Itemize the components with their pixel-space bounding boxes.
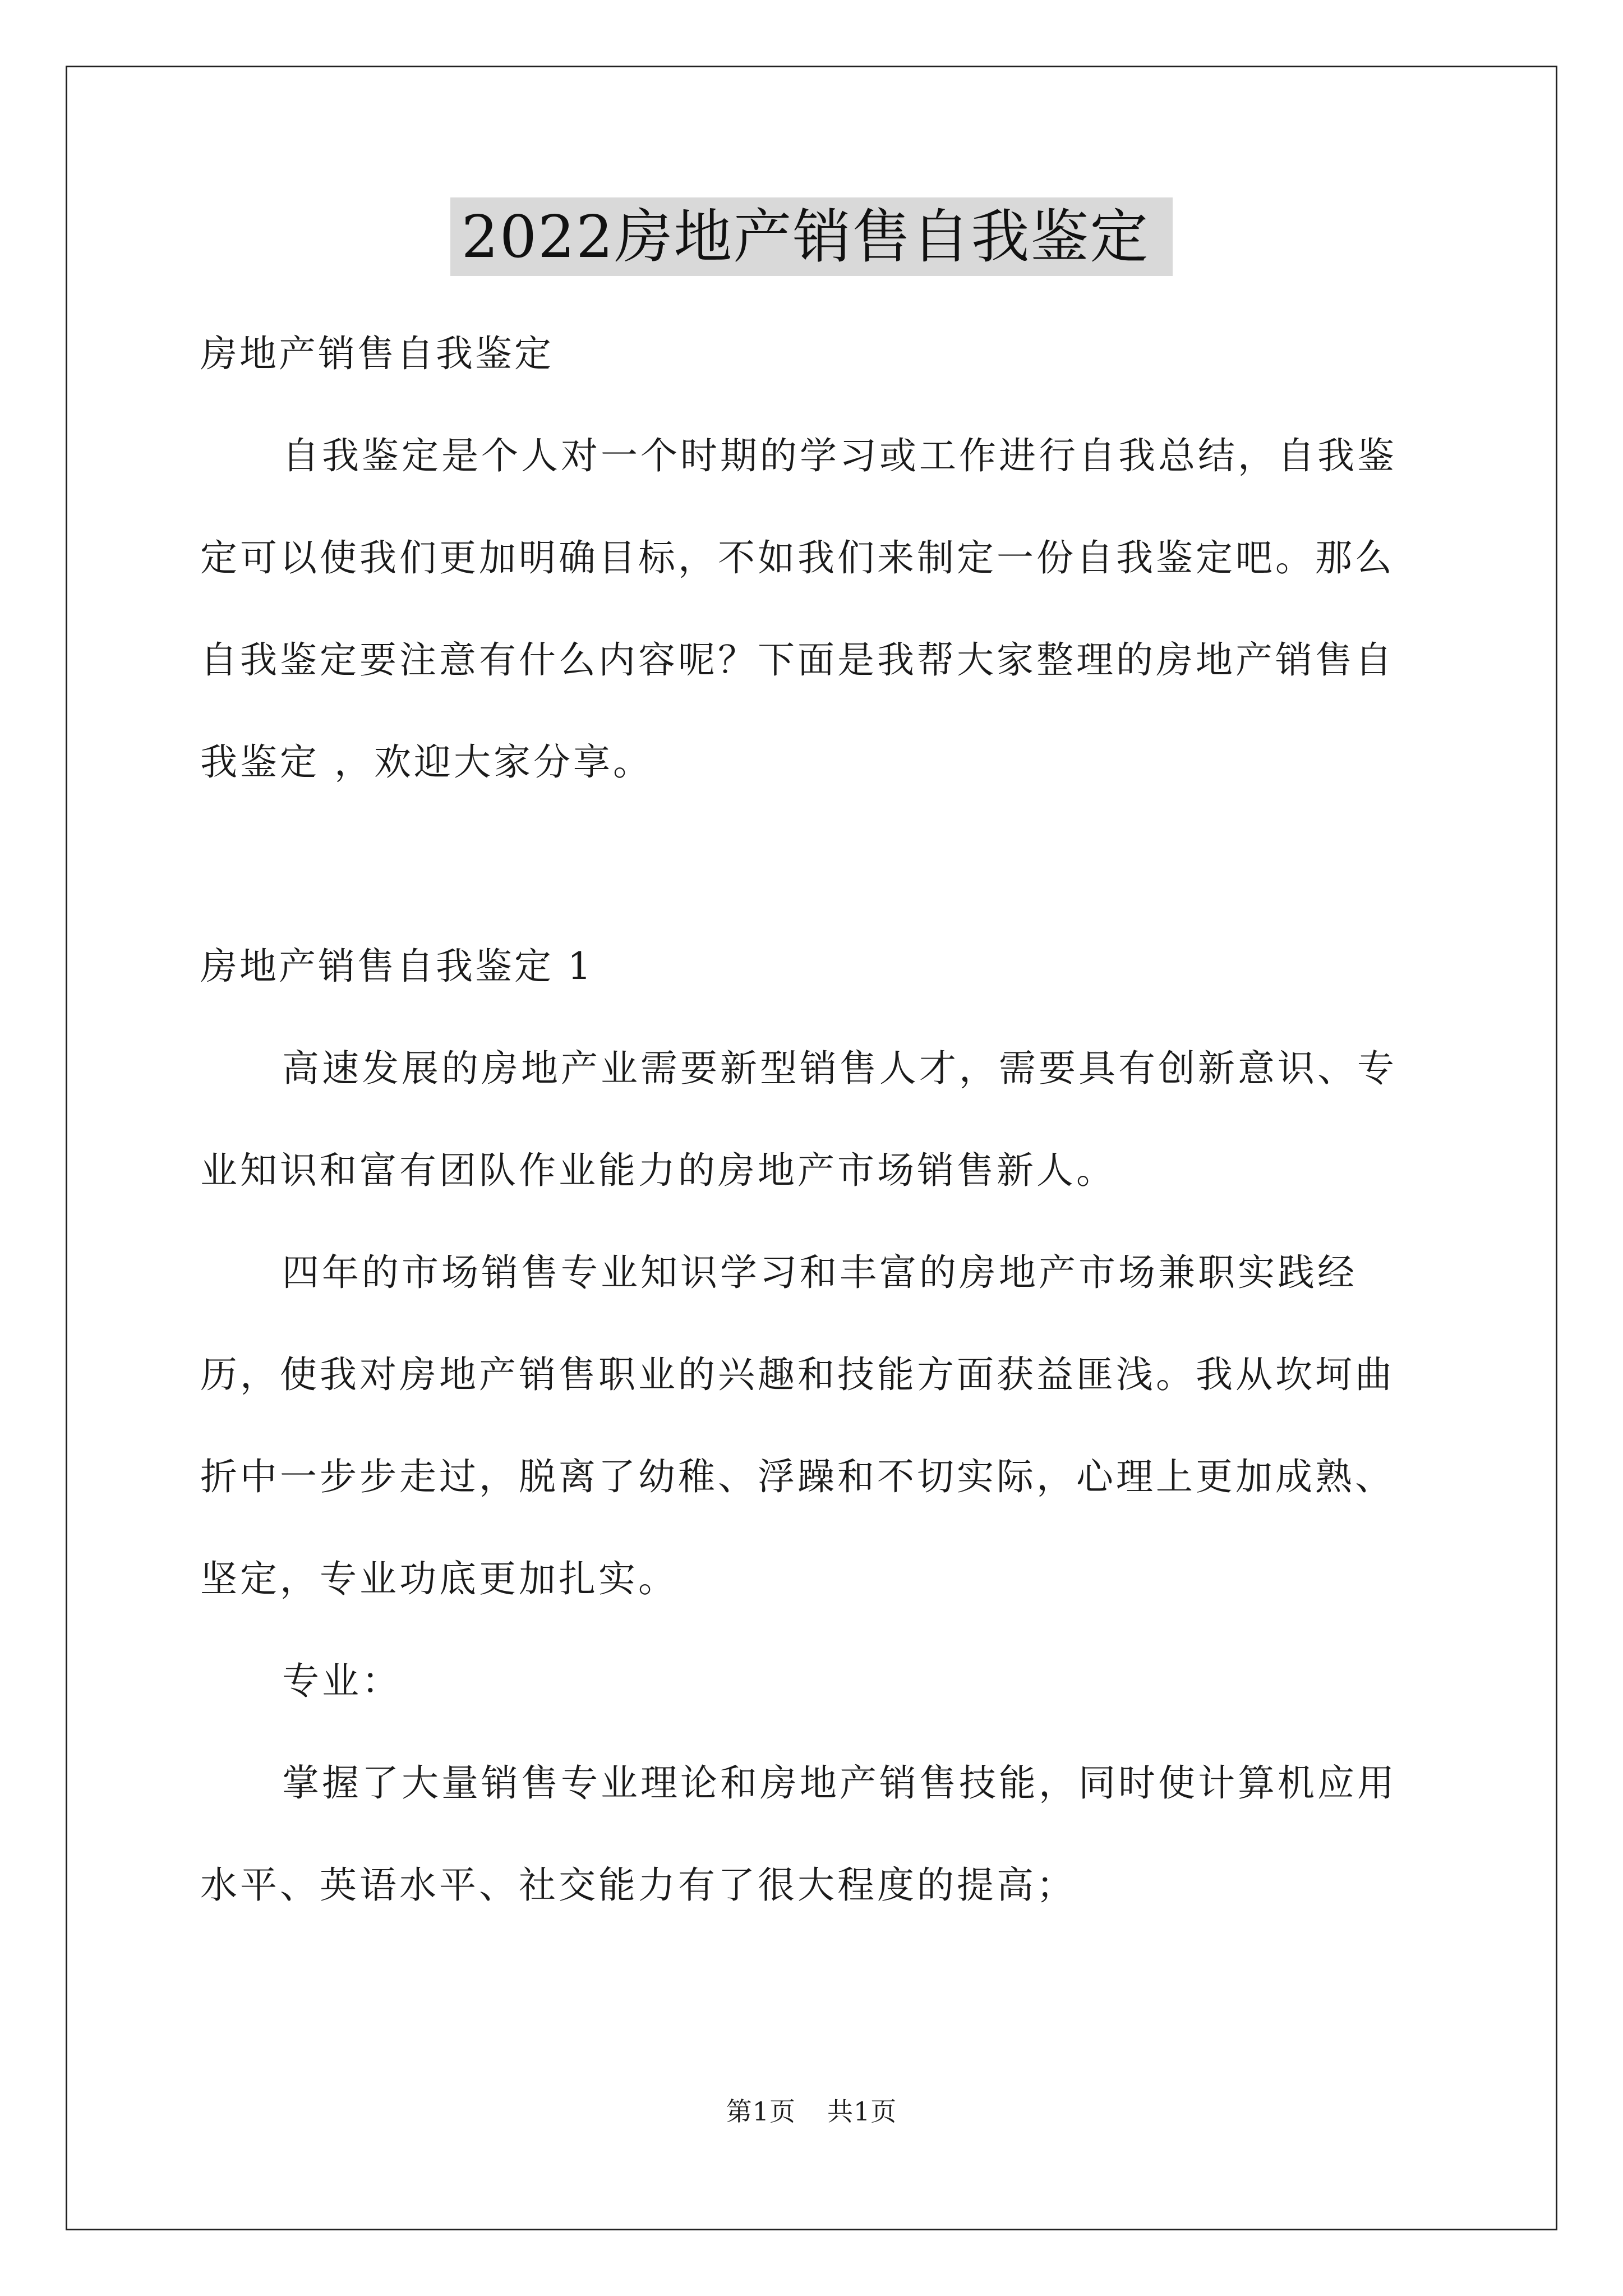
body-paragraph: 专业： [282,1659,402,1703]
body-paragraph: 四年的市场销售专业知识学习和丰富的房地产市场兼职实践经历，使我对房地产销售职业的兴趣和技能方面获益匪浅。我从坎坷曲折中一步步走过，脱离了幼稚、浮躁和不切实际，心理上更加成熟、坚定，专业功底更加扎实。 [200,1251,1395,1600]
section-heading: 房地产销售自我鉴定 [200,332,554,375]
intro-paragraph: 自我鉴定是个人对一个时期的学习或工作进行自我总结，自我鉴定可以使我们更加明确目标，不如我们来制定一份自我鉴定吧。那么自我鉴定要注意有什么内容呢？下面是我帮大家整理的房地产销售自我鉴定 ，欢迎大家分享。 [200,434,1397,784]
page-footer [0,2091,1623,2128]
section-spacer [200,813,1434,915]
document-body [200,303,1434,1936]
title-container [0,197,1623,276]
page-number-current: 第1页 [726,2096,796,2127]
body-paragraph: 高速发展的房地产业需要新型销售人才，需要具有创新意识、专业知识和富有团队作业能力的房地产市场销售新人。 [200,1047,1397,1192]
section-heading: 房地产销售自我鉴定 1 [200,945,593,988]
body-paragraph: 掌握了大量销售专业理论和房地产销售技能，同时使计算机应用水平、英语水平、社交能力有了很大程度的提高； [200,1761,1397,1907]
page-number-total: 共1页 [827,2096,897,2127]
document-title: 2022房地产销售自我鉴定 [450,197,1173,276]
